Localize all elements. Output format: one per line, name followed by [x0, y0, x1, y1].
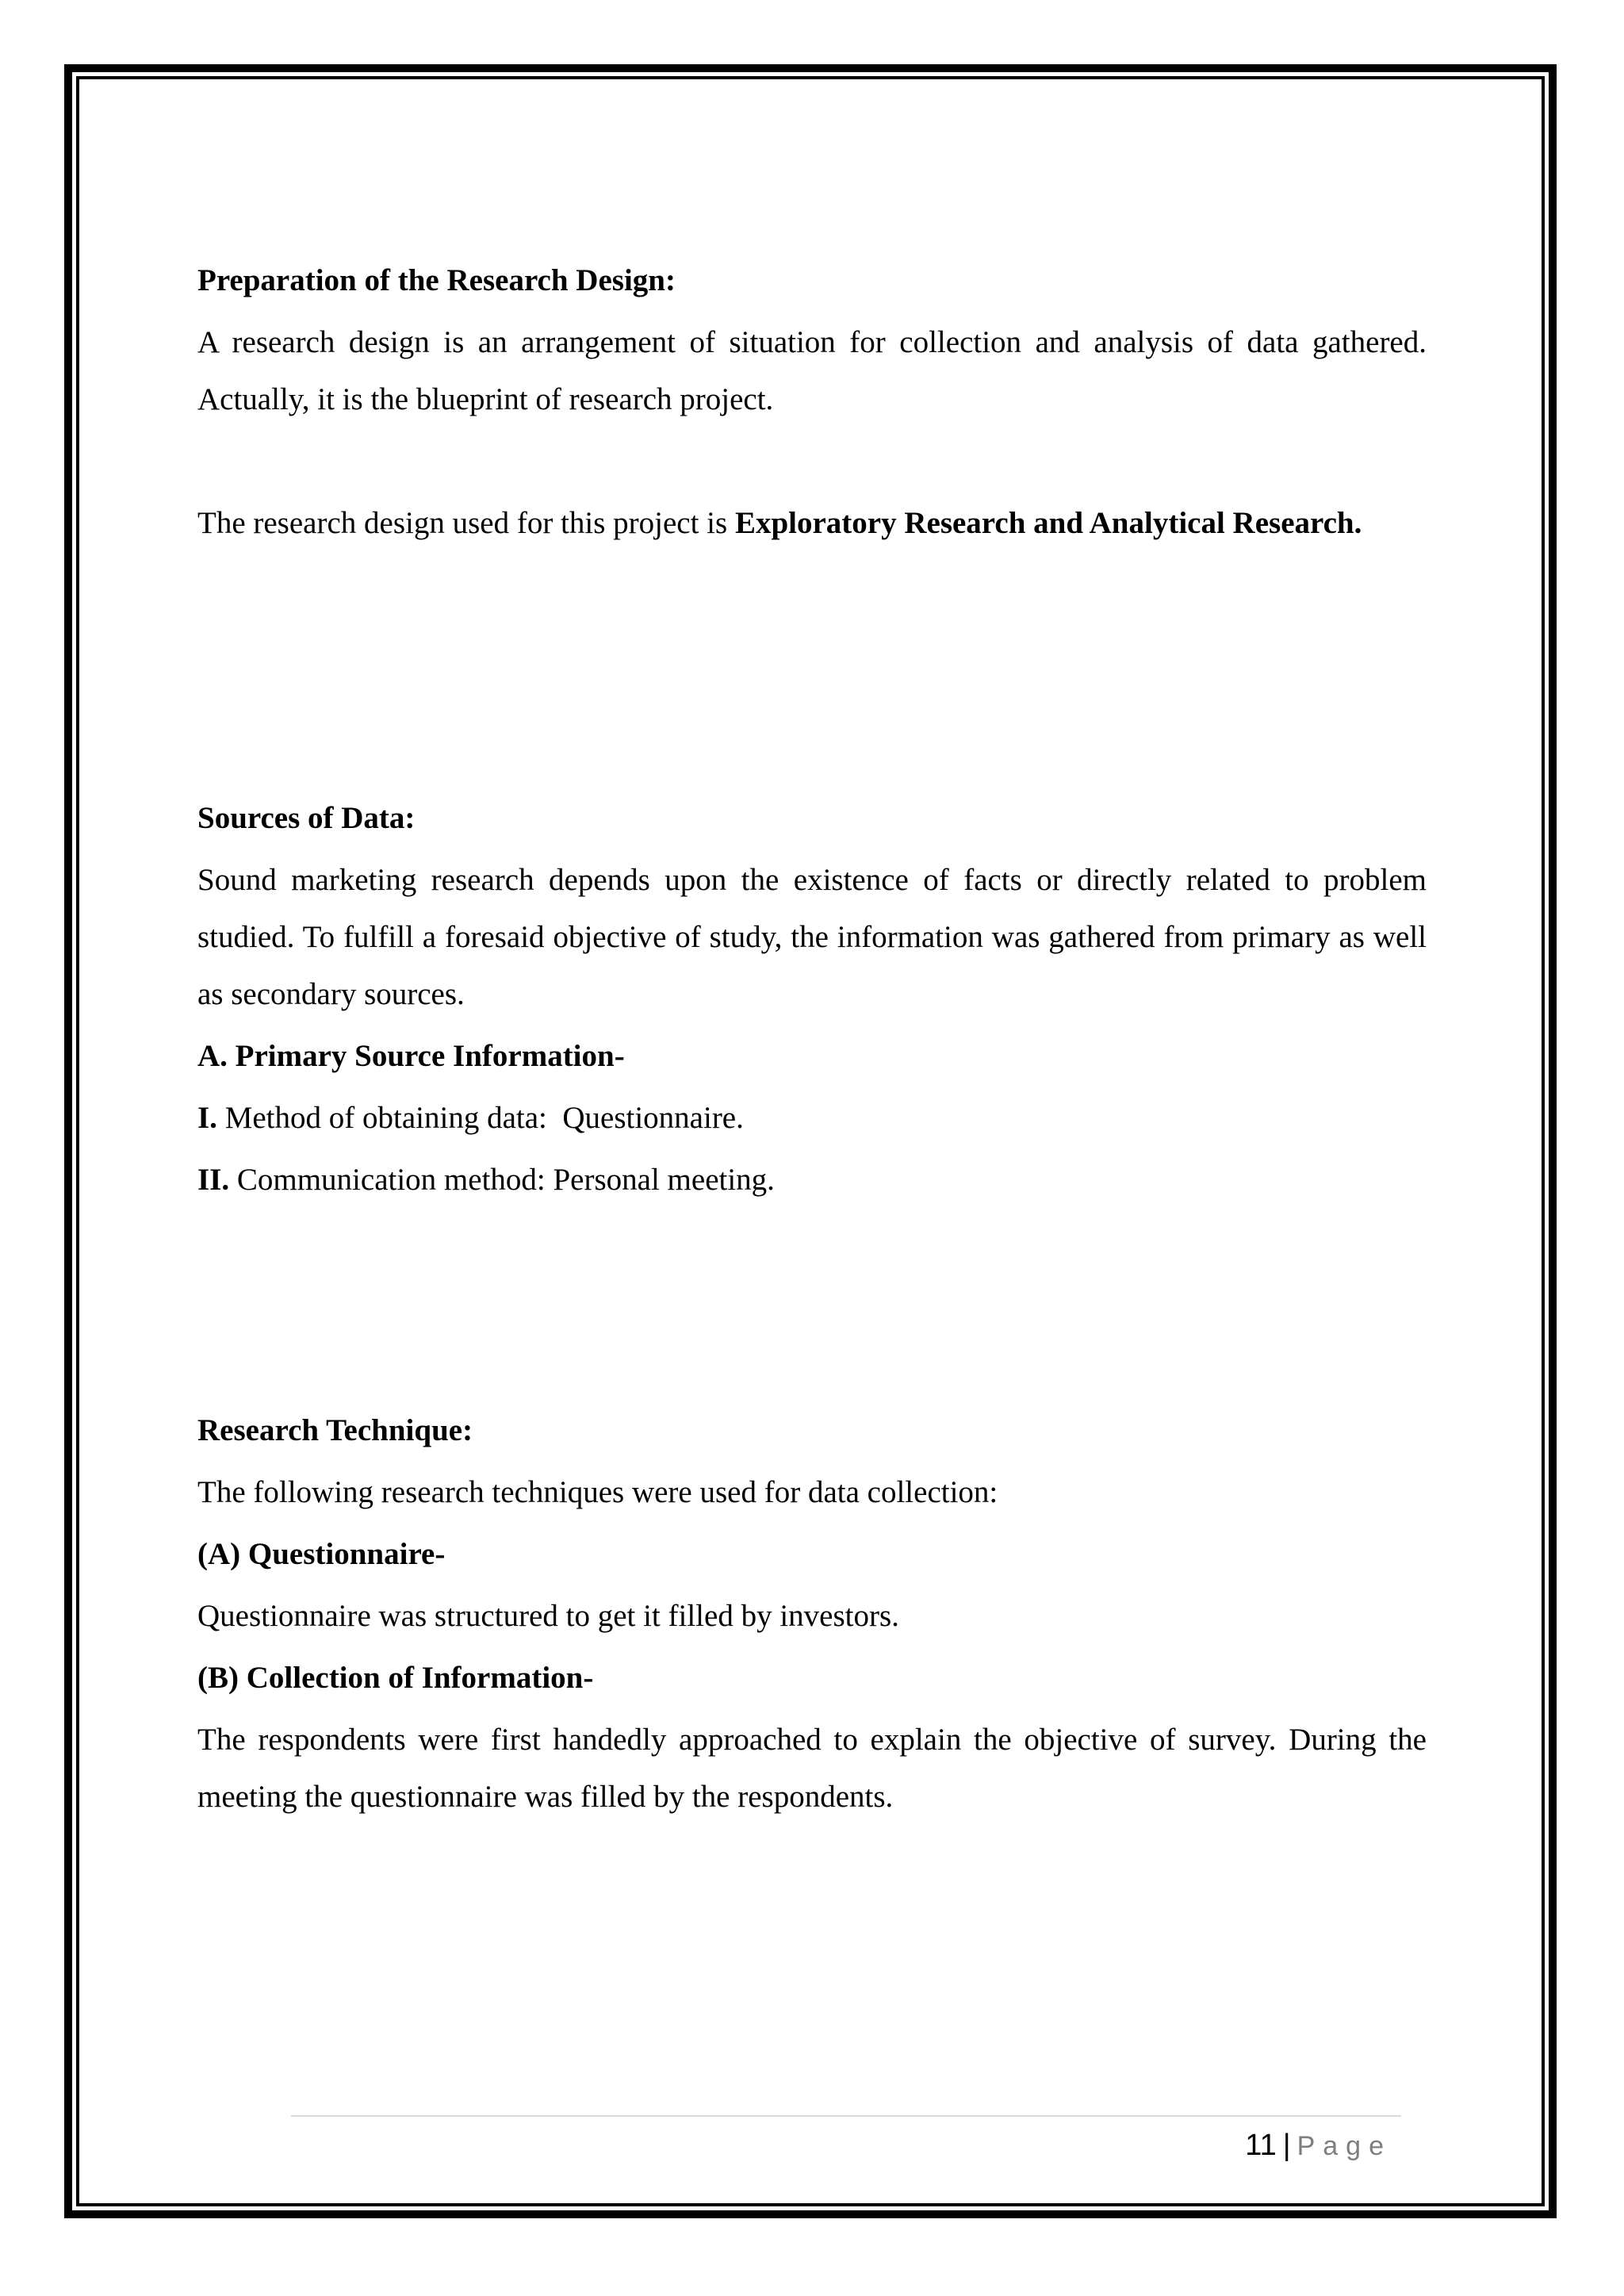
primary-source-item-1 [197, 1090, 1427, 1147]
footer-separator: | [1282, 2129, 1291, 2162]
research-design-type-bold: Exploratory Research and Analytical Research. [734, 506, 1362, 540]
research-design-section [197, 252, 1427, 552]
primary-source-item-2 [197, 1152, 1427, 1209]
primary-source-item-2-text: Communication method: Personal meeting. [229, 1163, 775, 1197]
questionnaire-subheading: (A) Questionnaire- [197, 1537, 446, 1571]
sources-of-data-heading: Sources of Data: [197, 801, 416, 835]
research-technique-heading: Research Technique: [197, 1413, 473, 1447]
page-footer [1245, 2125, 1392, 2166]
primary-source-item-2-label: II. [197, 1163, 230, 1197]
sources-of-data-paragraph: Sound marketing research depends upon the existence of facts or directly related to problem studied. To fulfill a foresaid objective of study, the information was gathered from primary as well as secondary sources. [197, 863, 1427, 1011]
questionnaire-text: Questionnaire was structured to get it filled by investors. [197, 1599, 899, 1633]
primary-source-item-1-label: I. [197, 1101, 217, 1135]
primary-source-subheading: A. Primary Source Information- [197, 1039, 625, 1073]
research-design-paragraph: A research design is an arrangement of situation for collection and analysis of data gathered. Actually, it is the blueprint of research project. [197, 325, 1427, 416]
research-design-type-paragraph [197, 495, 1427, 552]
page-label: Page [1297, 2131, 1392, 2161]
page-number: 11 [1245, 2129, 1277, 2162]
research-technique-intro: The following research techniques were used for data collection: [197, 1475, 998, 1509]
research-design-heading: Preparation of the Research Design: [197, 263, 676, 297]
footer-divider [291, 2115, 1401, 2117]
research-design-type-prefix: The research design used for this project is [197, 506, 735, 540]
sources-of-data-section [197, 790, 1427, 1209]
collection-of-information-text: The respondents were first handedly approached to explain the objective of survey. During the meeting the questionnaire was filled by the respondents. [197, 1723, 1427, 1814]
collection-of-information-subheading: (B) Collection of Information- [197, 1661, 594, 1695]
research-technique-section [197, 1402, 1427, 1826]
primary-source-item-1-text: Method of obtaining data: Questionnaire. [216, 1101, 744, 1135]
